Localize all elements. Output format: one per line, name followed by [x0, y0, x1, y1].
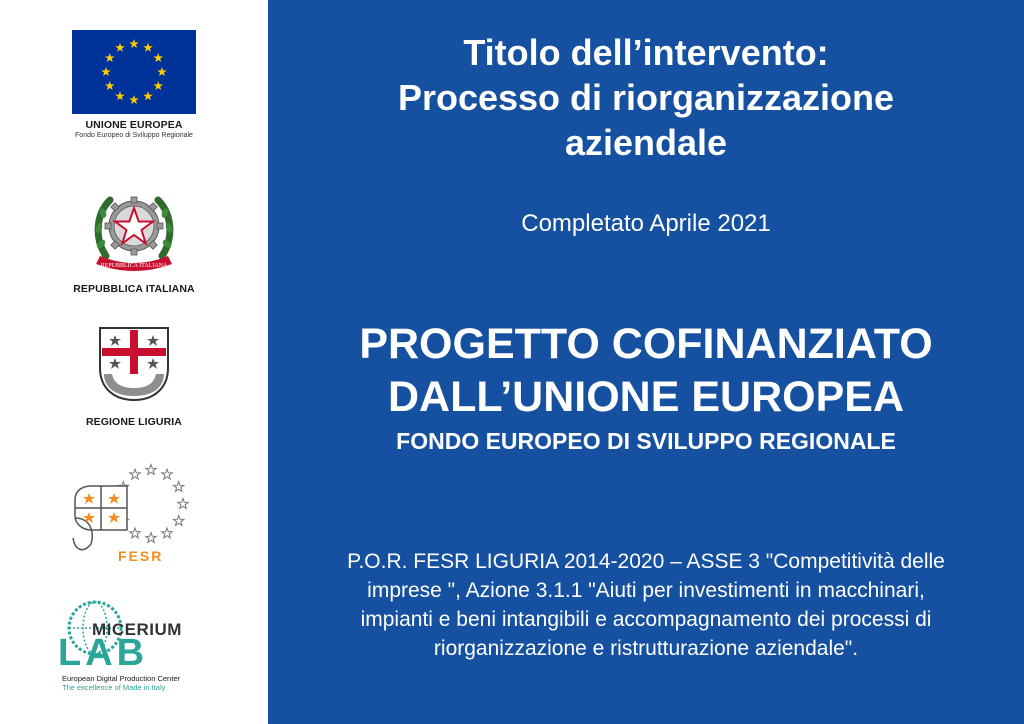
- fesr-star-icon: [130, 528, 140, 538]
- fesr-star-icon: [173, 482, 183, 492]
- italy-caption: REPUBBLICA ITALIANA: [73, 283, 195, 295]
- micerium-line2: The excellence of Made in Italy: [62, 683, 166, 692]
- title-line-3: aziendale: [564, 122, 728, 163]
- main-panel: [268, 0, 1024, 724]
- title-line-2: Processo di riorganizzazione: [397, 77, 895, 118]
- italian-republic-emblem-icon: [92, 186, 176, 276]
- liguria-shield-icon: [96, 324, 172, 404]
- fesr-star-icon: [162, 469, 172, 479]
- eu-flag-icon: [72, 30, 196, 114]
- fesr-logo: [0, 460, 268, 570]
- eu-logo: [0, 30, 268, 139]
- fesr-star-icon: [178, 499, 188, 509]
- eu-subcaption: Fondo Europeo di Sviluppo Regionale: [75, 132, 193, 139]
- title-line-1: Titolo dell’intervento:: [463, 32, 829, 73]
- micerium-brand-top: MICERIUM: [92, 620, 182, 639]
- logo-sidebar: [0, 0, 268, 724]
- headline-line-2: DALL’UNIONE EUROPEA: [387, 373, 905, 421]
- por-line-1: P.O.R. FESR LIGURIA 2014-2020 – ASSE 3 "Competitività delle: [347, 550, 945, 573]
- por-line-2: imprese ", Azione 3.1.1 "Aiuti per investimenti in macchinari,: [367, 579, 925, 602]
- emblem-ribbon-text: REPUBBLICA ITALIANA: [100, 263, 168, 269]
- intervention-title: [268, 30, 1024, 165]
- fesr-star-icon: [130, 469, 140, 479]
- micerium-line1: European Digital Production Center: [62, 674, 180, 683]
- cofinanced-headline: [268, 318, 1024, 424]
- por-description: [288, 547, 1004, 663]
- liguria-logo: [0, 324, 268, 428]
- headline-line-1: PROGETTO COFINANZIATO: [359, 320, 933, 368]
- fesr-star-icon: [146, 465, 156, 475]
- eu-caption: UNIONE EUROPEA: [85, 119, 183, 131]
- fund-name: FONDO EUROPEO DI SVILUPPO REGIONALE: [396, 428, 896, 454]
- fesr-caption: FESR: [118, 548, 164, 564]
- liguria-caption: REGIONE LIGURIA: [85, 416, 182, 428]
- por-line-4: riorganizzazione e ristrutturazione aziendale".: [433, 637, 859, 660]
- fesr-star-icon: [146, 533, 156, 543]
- italy-logo: [0, 186, 268, 295]
- fesr-star-icon: [173, 516, 183, 526]
- por-line-3: impianti e beni intangibili e accompagnamento dei processi di: [360, 608, 932, 631]
- fesr-star-icon: [162, 528, 172, 538]
- micerium-brand-main: LAB: [58, 632, 149, 674]
- completion-date: Completato Aprile 2021: [521, 210, 771, 237]
